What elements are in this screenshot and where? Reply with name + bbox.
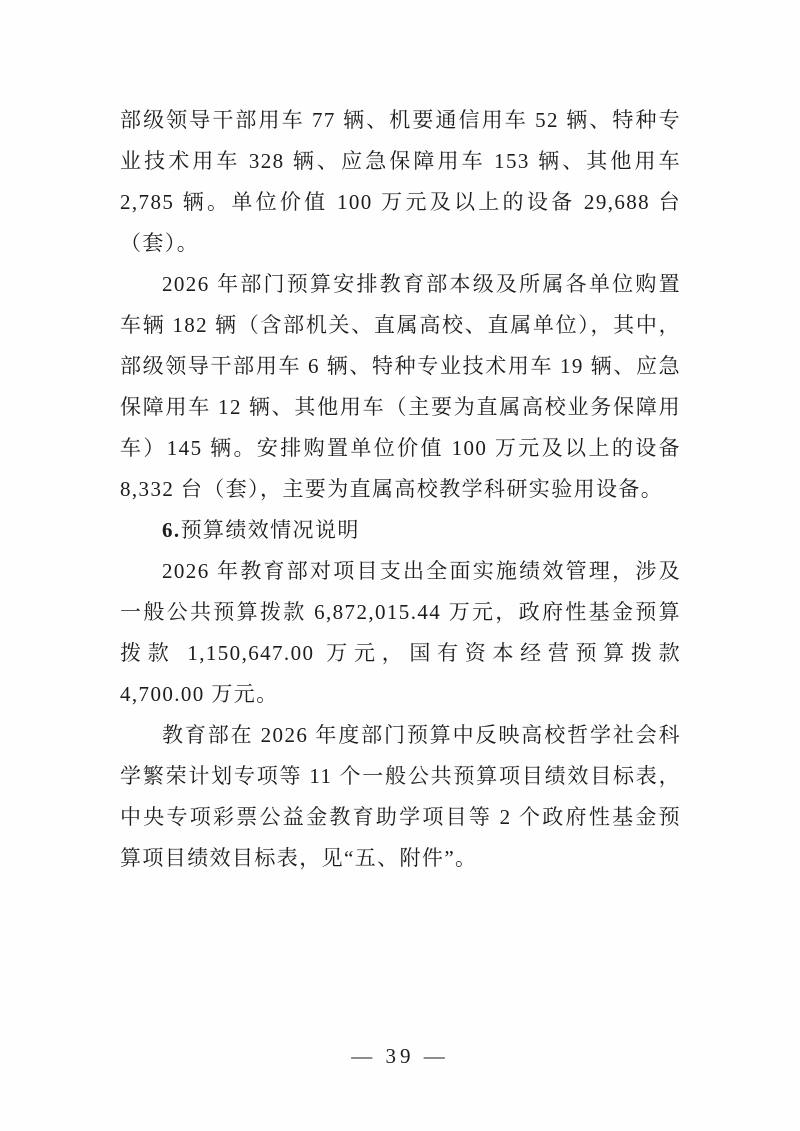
paragraph-performance-target-tables: 教育部在 2026 年度部门预算中反映高校哲学社会科学繁荣计划专项等 11 个一般公共预算项目绩效目标表，中央专项彩票公益金教育助学项目等 2 个政府性基金预算项目绩效目标表，见“五、附件”。: [120, 723, 681, 870]
paragraph-2026-vehicle-purchases: 2026 年部门预算安排教育部本级及所属各单位购置车辆 182 辆（含部机关、直属高校、直属单位），其中，部级领导干部用车 6 辆、特种专业技术用车 19 辆、应急保障用车 12 辆、其他用车（主要为直属高校业务保障用车）145 辆。安排购置单位价值 100 万元及以上的设备 8,332 台（套），主要为直属高校教学科研实验用设备。: [120, 272, 681, 501]
section-heading: [120, 510, 681, 551]
section-heading-title: 预算绩效情况说明: [180, 518, 360, 542]
paragraph-performance-budget: 2026 年教育部对项目支出全面实施绩效管理，涉及一般公共预算拨款 6,872,015.44 万元，政府性基金预算拨款 1,150,647.00 万元，国有资本经营预算拨款 4,700.00 万元。: [120, 559, 681, 706]
page-number: — 39 —: [351, 1044, 449, 1068]
document-content: [120, 100, 681, 879]
section-heading-number: 6.: [162, 518, 181, 542]
paragraph-vehicle-stats: 部级领导干部用车 77 辆、机要通信用车 52 辆、特种专业技术用车 328 辆、应急保障用车 153 辆、其他用车 2,785 辆。单位价值 100 万元及以上的设备 29,688 台（套）。: [120, 108, 681, 255]
